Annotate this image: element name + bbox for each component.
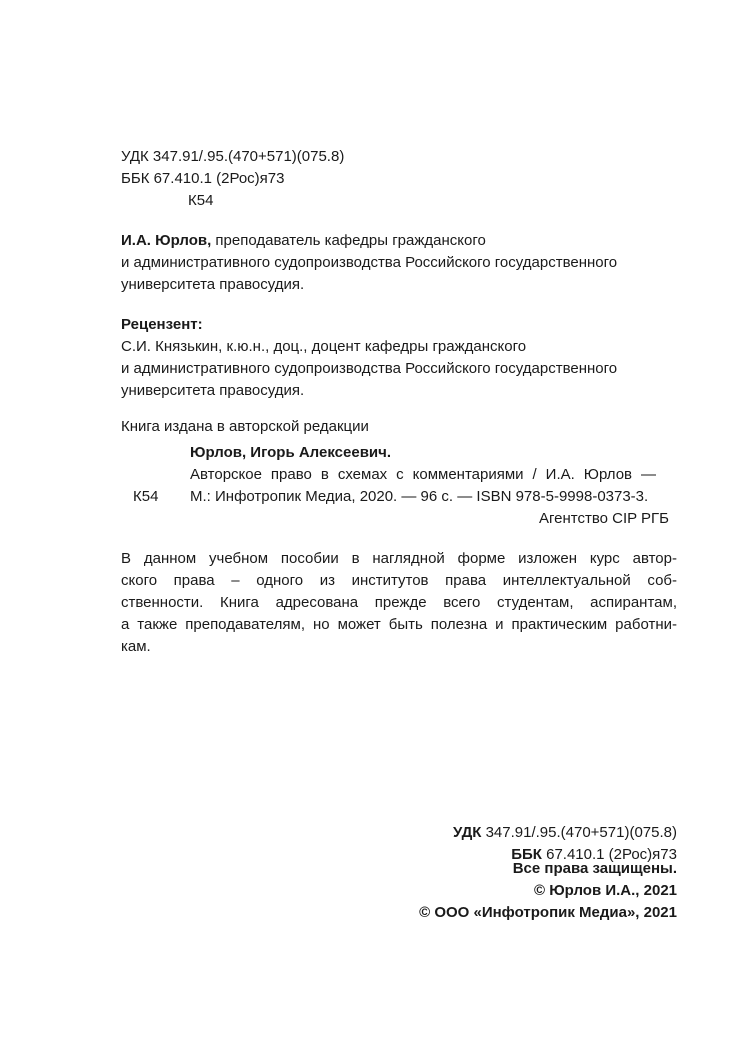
bbk-value: 67.410.1 (2Рос)я73 [541,846,677,863]
catalog-line-1: Авторское право в схемах с комментариями / И.А. Юрлов — [190,466,656,483]
annotation-line-4: а также преподавателям, но может быть полезна и практическим работни- [121,616,677,633]
annotation-line-5: кам. [121,638,151,655]
bbk-label: ББК [511,846,542,863]
author-name: И.А. Юрлов, [121,232,212,249]
author-block [121,230,617,296]
rights-line-1: Все права защищены. [512,860,677,877]
rights-line-2: © Юрлов И.А., 2021 [533,882,677,899]
reviewer-line-3: университета правосудия. [121,382,305,399]
udk-value: 347.91/.95.(470+571)(075.8) [481,824,677,841]
reviewer-line-1: С.И. Князькин, к.ю.н., доц., доцент кафедры гражданского [121,338,527,355]
edition-note: Книга издана в авторской редакции [121,418,369,435]
reviewer-heading: Рецензент: [121,316,203,333]
author-position: преподаватель кафедры гражданского [211,232,486,249]
udk-code-top: УДК 347.91/.95.(470+571)(075.8) [121,148,345,165]
annotation-paragraph [121,548,677,658]
annotation-line-2: ского права – одного из институтов права интеллектуальной соб- [121,572,677,589]
author-mark-top: К54 [188,192,214,209]
catalog-agency: Агентство CIP РГБ [538,510,669,527]
author-line-1 [121,230,617,252]
catalog-mark: К54 [133,488,159,505]
rights-line-3: © ООО «Инфотропик Медиа», 2021 [419,904,677,921]
author-line-3: университета правосудия. [121,276,305,293]
annotation-line-3: ственности. Книга адресована прежде всего студентам, аспирантам, [121,594,677,611]
reviewer-block [121,314,617,402]
udk-code-bottom [453,822,677,844]
catalog-line-2: М.: Инфотропик Медиа, 2020. — 96 с. — ISBN 978-5-9998-0373-3. [190,488,649,505]
annotation-line-1: В данном учебном пособии в наглядной форме изложен курс автор- [121,550,677,567]
udk-label: УДК [453,824,482,841]
author-line-2: и административного судопроизводства Российского государственного [121,254,618,271]
catalog-author: Юрлов, Игорь Алексеевич. [190,444,392,461]
bbk-code-top: ББК 67.410.1 (2Рос)я73 [121,170,285,187]
reviewer-line-2: и административного судопроизводства Российского государственного [121,360,618,377]
